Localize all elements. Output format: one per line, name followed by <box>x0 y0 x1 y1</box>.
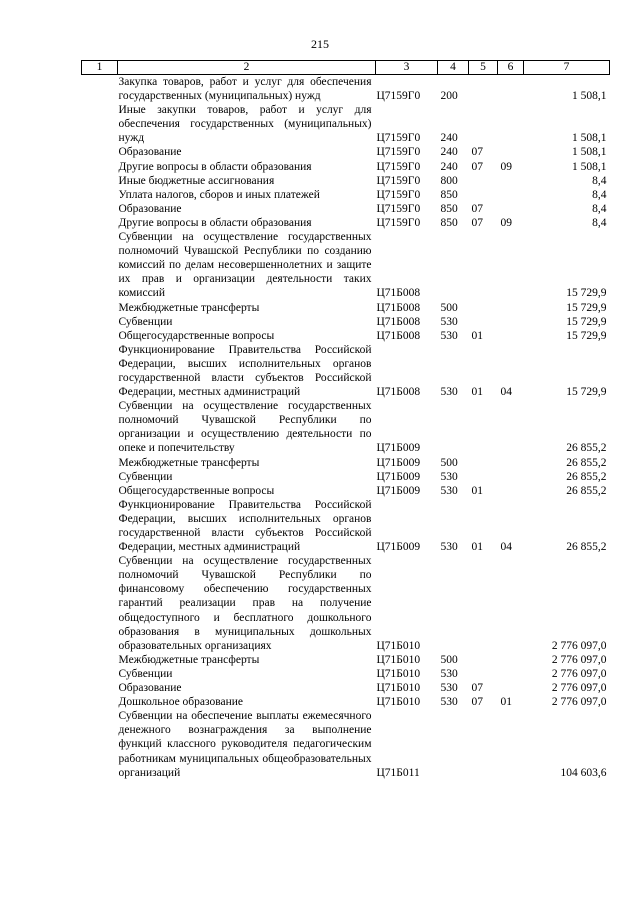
row-target-article-cell: Ц71Б008 <box>376 329 421 342</box>
row-expense-type-cell: 530 <box>440 484 458 497</box>
row-number-cell <box>82 188 118 202</box>
table-row <box>82 315 610 329</box>
row-section-cell <box>469 554 498 653</box>
row-section-cell <box>469 315 498 329</box>
budget-table-container <box>81 60 609 780</box>
row-subsection-cell: 01 <box>500 696 512 709</box>
row-number-cell <box>82 498 118 554</box>
row-amount-cell: 2 776 097,0 <box>551 696 607 709</box>
row-target-article-cell: Ц71Б008 <box>376 301 421 314</box>
row-target-article-cell: Ц71Б011 <box>376 766 420 779</box>
row-expense-type-cell: 800 <box>440 174 458 187</box>
table-row <box>82 75 610 104</box>
row-amount-cell: 1 508,1 <box>572 146 607 159</box>
row-subsection-cell <box>498 484 524 498</box>
row-section-cell: 01 <box>471 484 483 497</box>
row-section-cell <box>469 653 498 667</box>
row-name-cell: Межбюджетные трансферты <box>118 456 260 469</box>
table-row <box>82 103 610 145</box>
row-number-cell <box>82 470 118 484</box>
row-expense-type-cell: 530 <box>440 667 458 680</box>
row-name-cell: Субвенции на осуществление государственных полномочий Чувашской Республики по организации и осуществлению деятельности по опеке и попечительству <box>118 400 372 455</box>
row-target-article-cell: Ц71Б009 <box>376 456 421 469</box>
row-amount-cell: 2 776 097,0 <box>551 667 607 680</box>
row-number-cell <box>82 103 118 145</box>
row-section-cell <box>469 667 498 681</box>
table-row <box>82 667 610 681</box>
table-row <box>82 470 610 484</box>
page-number: 215 <box>311 37 329 51</box>
row-amount-cell: 15 729,9 <box>566 386 607 399</box>
row-expense-type-cell: 530 <box>440 386 458 399</box>
row-amount-cell: 15 729,9 <box>566 301 607 314</box>
table-row <box>82 145 610 159</box>
row-amount-cell: 26 855,2 <box>566 541 607 554</box>
row-subsection-cell: 09 <box>500 216 512 229</box>
row-section-cell: 07 <box>471 160 483 173</box>
row-subsection-cell <box>498 174 524 188</box>
table-row <box>82 202 610 216</box>
row-amount-cell: 104 603,6 <box>560 766 607 779</box>
row-name-cell: Иные закупки товаров, работ и услуг для обеспечения государственных (муниципальных) нужд <box>118 104 372 145</box>
row-subsection-cell <box>498 329 524 343</box>
row-expense-type-cell: 850 <box>440 188 458 201</box>
row-target-article-cell: Ц71Б010 <box>376 667 421 680</box>
row-subsection-cell <box>498 456 524 470</box>
row-name-cell: Субвенции на обеспечение выплаты ежемесячного денежного вознаграждения за выполнение функций классного руководителя педагогическим работникам муниципальных общеобразовательных организаций <box>118 710 372 779</box>
row-expense-type-cell: 530 <box>440 329 458 342</box>
row-target-article-cell: Ц71Б008 <box>376 315 421 328</box>
row-subsection-cell <box>498 301 524 315</box>
table-row <box>82 230 610 300</box>
row-target-article-cell: Ц7159Г0 <box>376 216 421 229</box>
row-name-cell: Общегосударственные вопросы <box>118 484 275 497</box>
row-subsection-cell <box>498 554 524 653</box>
row-expense-type-cell: 240 <box>440 132 458 145</box>
row-section-cell <box>469 188 498 202</box>
table-row <box>82 399 610 455</box>
row-target-article-cell: Ц71Б008 <box>376 287 421 300</box>
column-number-row <box>82 61 610 75</box>
row-target-article-cell: Ц71Б010 <box>376 653 421 666</box>
row-subsection-cell: 04 <box>500 386 512 399</box>
row-amount-cell: 15 729,9 <box>566 287 607 300</box>
row-expense-type-cell: 500 <box>440 456 458 469</box>
row-target-article-cell: Ц7159Г0 <box>376 202 421 215</box>
row-name-cell: Другие вопросы в области образования <box>118 160 312 173</box>
table-row <box>82 329 610 343</box>
table-row <box>82 216 610 230</box>
row-section-cell: 01 <box>471 329 483 342</box>
row-name-cell: Межбюджетные трансферты <box>118 301 260 314</box>
row-amount-cell: 1 508,1 <box>572 132 607 145</box>
row-subsection-cell <box>498 75 524 104</box>
row-amount-cell: 2 776 097,0 <box>551 639 607 652</box>
row-target-article-cell: Ц71Б009 <box>376 484 421 497</box>
row-section-cell <box>469 301 498 315</box>
row-number-cell <box>82 315 118 329</box>
column-header-3: 3 <box>376 61 438 75</box>
table-row <box>82 653 610 667</box>
row-number-cell <box>82 202 118 216</box>
row-subsection-cell <box>498 202 524 216</box>
row-subsection-cell <box>498 709 524 779</box>
row-subsection-cell <box>498 230 524 300</box>
row-number-cell <box>82 695 118 709</box>
table-row <box>82 188 610 202</box>
row-expense-type-cell: 530 <box>440 470 458 483</box>
table-row <box>82 456 610 470</box>
row-amount-cell: 8,4 <box>592 202 607 215</box>
budget-table <box>81 60 610 780</box>
row-subsection-cell: 04 <box>500 541 512 554</box>
row-amount-cell: 8,4 <box>592 174 607 187</box>
row-number-cell <box>82 709 118 779</box>
row-amount-cell: 2 776 097,0 <box>551 682 607 695</box>
row-number-cell <box>82 681 118 695</box>
row-section-cell: 07 <box>471 682 483 695</box>
row-name-cell: Образование <box>118 146 182 159</box>
table-row <box>82 498 610 554</box>
row-section-cell: 07 <box>471 202 483 215</box>
row-amount-cell: 26 855,2 <box>566 442 607 455</box>
row-amount-cell: 8,4 <box>592 188 607 201</box>
column-header-5: 5 <box>469 61 498 75</box>
row-number-cell <box>82 484 118 498</box>
row-subsection-cell <box>498 681 524 695</box>
row-section-cell: 07 <box>471 146 483 159</box>
row-expense-type-cell: 850 <box>440 216 458 229</box>
row-section-cell <box>469 230 498 300</box>
row-target-article-cell: Ц7159Г0 <box>376 188 421 201</box>
row-number-cell <box>82 554 118 653</box>
row-target-article-cell: Ц7159Г0 <box>376 146 421 159</box>
table-row <box>82 301 610 315</box>
row-subsection-cell <box>498 470 524 484</box>
row-amount-cell: 26 855,2 <box>566 484 607 497</box>
row-number-cell <box>82 301 118 315</box>
row-name-cell: Уплата налогов, сборов и иных платежей <box>118 188 320 201</box>
row-number-cell <box>82 160 118 174</box>
row-amount-cell: 26 855,2 <box>566 456 607 469</box>
row-name-cell: Субвенции на осуществление государственных полномочий Чувашской Республики по созданию комиссий по делам несовершеннолетних и защите их прав и организации деятельности таких комиссий <box>118 231 372 300</box>
row-number-cell <box>82 230 118 300</box>
row-expense-type-cell <box>438 230 469 300</box>
row-section-cell: 07 <box>471 696 483 709</box>
row-target-article-cell: Ц71Б008 <box>376 386 421 399</box>
row-amount-cell: 1 508,1 <box>572 160 607 173</box>
row-name-cell: Образование <box>118 682 182 695</box>
row-expense-type-cell <box>438 554 469 653</box>
row-number-cell <box>82 456 118 470</box>
row-subsection-cell <box>498 145 524 159</box>
row-amount-cell: 1 508,1 <box>572 90 607 103</box>
row-subsection-cell <box>498 103 524 145</box>
row-amount-cell: 2 776 097,0 <box>551 653 607 666</box>
table-row <box>82 174 610 188</box>
row-number-cell <box>82 399 118 455</box>
row-name-cell: Общегосударственные вопросы <box>118 329 275 342</box>
row-target-article-cell: Ц71Б009 <box>376 541 421 554</box>
row-target-article-cell: Ц71Б009 <box>376 442 421 455</box>
row-number-cell <box>82 343 118 399</box>
row-number-cell <box>82 145 118 159</box>
row-target-article-cell: Ц7159Г0 <box>376 90 421 103</box>
row-section-cell <box>469 456 498 470</box>
row-section-cell <box>469 103 498 145</box>
row-subsection-cell <box>498 667 524 681</box>
row-expense-type-cell: 240 <box>440 160 458 173</box>
row-section-cell <box>469 174 498 188</box>
row-expense-type-cell: 500 <box>440 653 458 666</box>
row-number-cell <box>82 174 118 188</box>
table-row <box>82 160 610 174</box>
row-section-cell <box>469 470 498 484</box>
row-section-cell <box>469 709 498 779</box>
row-expense-type-cell <box>438 399 469 455</box>
row-section-cell <box>469 75 498 104</box>
row-subsection-cell: 09 <box>500 160 512 173</box>
row-number-cell <box>82 75 118 104</box>
row-expense-type-cell: 530 <box>440 696 458 709</box>
row-expense-type-cell: 850 <box>440 202 458 215</box>
row-name-cell: Образование <box>118 202 182 215</box>
table-row <box>82 484 610 498</box>
row-expense-type-cell <box>438 709 469 779</box>
row-target-article-cell: Ц71Б010 <box>376 696 421 709</box>
column-header-6: 6 <box>498 61 524 75</box>
row-number-cell <box>82 667 118 681</box>
row-number-cell <box>82 216 118 230</box>
row-amount-cell: 26 855,2 <box>566 470 607 483</box>
row-name-cell: Межбюджетные трансферты <box>118 653 260 666</box>
table-row <box>82 695 610 709</box>
row-subsection-cell <box>498 315 524 329</box>
row-name-cell: Закупка товаров, работ и услуг для обеспечения государственных (муниципальных) нужд <box>118 76 372 103</box>
row-section-cell: 07 <box>471 216 483 229</box>
row-name-cell: Дошкольное образование <box>118 696 244 709</box>
row-target-article-cell: Ц7159Г0 <box>376 132 421 145</box>
row-subsection-cell <box>498 399 524 455</box>
table-header <box>82 61 610 75</box>
row-target-article-cell: Ц7159Г0 <box>376 174 421 187</box>
row-amount-cell: 15 729,9 <box>566 329 607 342</box>
column-header-1: 1 <box>82 61 118 75</box>
row-name-cell: Субвенции <box>118 315 173 328</box>
row-subsection-cell <box>498 188 524 202</box>
row-expense-type-cell: 530 <box>440 541 458 554</box>
row-expense-type-cell: 200 <box>440 90 458 103</box>
row-name-cell: Субвенции на осуществление государственных полномочий Чувашской Республики по финансовому обеспечению государственных гарантий реализации прав на получение общедоступного и бесплатного дошкольного образования в муниципальных дошкольных образовательных организациях <box>118 555 372 652</box>
row-expense-type-cell: 530 <box>440 315 458 328</box>
row-name-cell: Функционирование Правительства Российской Федерации, высших исполнительных органов государственной власти субъектов Российской Федерации, местных администраций <box>118 343 372 399</box>
row-expense-type-cell: 530 <box>440 682 458 695</box>
column-header-4: 4 <box>438 61 469 75</box>
row-amount-cell: 8,4 <box>592 216 607 229</box>
row-name-cell: Функционирование Правительства Российской Федерации, высших исполнительных органов государственной власти субъектов Российской Федерации, местных администраций <box>118 498 372 554</box>
table-row <box>82 709 610 779</box>
row-number-cell <box>82 329 118 343</box>
table-row <box>82 343 610 399</box>
row-expense-type-cell: 500 <box>440 301 458 314</box>
table-row <box>82 681 610 695</box>
column-header-7: 7 <box>524 61 610 75</box>
row-name-cell: Субвенции <box>118 470 173 483</box>
row-target-article-cell: Ц71Б009 <box>376 470 421 483</box>
row-name-cell: Другие вопросы в области образования <box>118 216 312 229</box>
row-section-cell <box>469 399 498 455</box>
row-subsection-cell <box>498 653 524 667</box>
table-row <box>82 554 610 653</box>
row-section-cell: 01 <box>471 386 483 399</box>
row-section-cell: 01 <box>471 541 483 554</box>
row-target-article-cell: Ц71Б010 <box>376 682 421 695</box>
row-name-cell: Иные бюджетные ассигнования <box>118 174 275 187</box>
column-header-2: 2 <box>118 61 376 75</box>
row-target-article-cell: Ц7159Г0 <box>376 160 421 173</box>
row-target-article-cell: Ц71Б010 <box>376 639 421 652</box>
row-expense-type-cell: 240 <box>440 146 458 159</box>
table-body <box>82 75 610 780</box>
row-name-cell: Субвенции <box>118 667 173 680</box>
row-amount-cell: 15 729,9 <box>566 315 607 328</box>
row-number-cell <box>82 653 118 667</box>
